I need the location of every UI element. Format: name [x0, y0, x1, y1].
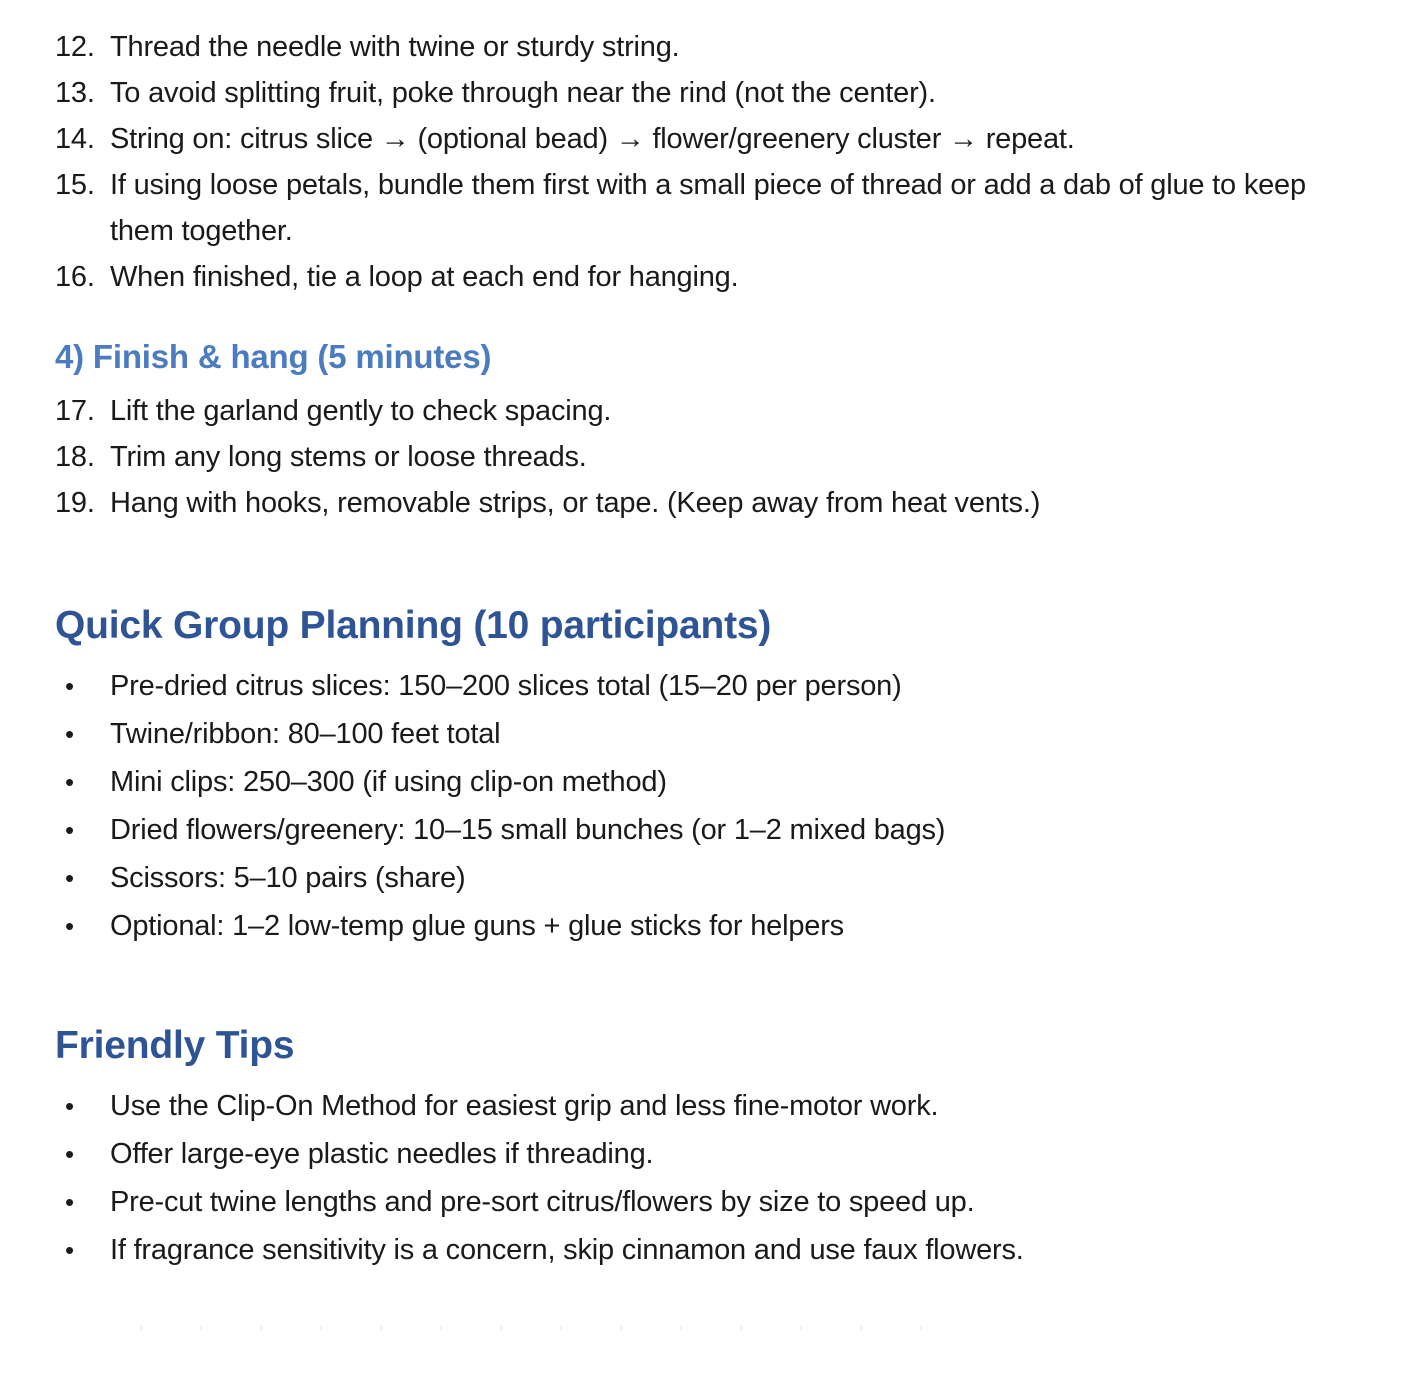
list-item-text: When finished, tie a loop at each end for hanging.	[110, 261, 739, 293]
cutoff-next-line-artifact	[140, 1326, 940, 1330]
list-item	[55, 806, 1362, 854]
section-heading-friendly-tips: Friendly Tips	[55, 1024, 295, 1067]
list-item-text: Dried flowers/greenery: 10–15 small bunches (or 1–2 mixed bags)	[110, 814, 946, 846]
list-item-text: Pre-dried citrus slices: 150–200 slices total (15–20 per person)	[110, 670, 902, 702]
bullet-list-planning	[55, 662, 1362, 950]
list-item	[55, 162, 1362, 254]
list-item	[55, 1226, 1362, 1274]
list-item	[55, 434, 1362, 480]
list-item-text: Pre-cut twine lengths and pre-sort citrus/flowers by size to speed up.	[110, 1186, 975, 1218]
list-number: 12.	[55, 31, 95, 63]
bullet-icon: •	[65, 863, 74, 893]
list-item	[55, 1082, 1362, 1130]
list-item	[55, 24, 1362, 70]
bullet-icon: •	[65, 671, 74, 701]
list-item-text: Hang with hooks, removable strips, or tape. (Keep away from heat vents.)	[110, 487, 1041, 519]
bullet-icon: •	[65, 767, 74, 797]
list-item-text: Mini clips: 250–300 (if using clip-on method)	[110, 766, 667, 798]
list-item-text: Lift the garland gently to check spacing.	[110, 395, 612, 427]
list-item	[55, 1178, 1362, 1226]
list-number: 19.	[55, 487, 95, 519]
list-item-text: If using loose petals, bundle them first with a small piece of thread or add a dab of glue to keep them together.	[110, 169, 1306, 247]
list-item-text: String on: citrus slice → (optional bead) → flower/greenery cluster → repeat.	[110, 123, 1075, 155]
list-item	[55, 902, 1362, 950]
list-item	[55, 758, 1362, 806]
list-item-text: Trim any long stems or loose threads.	[110, 441, 587, 473]
list-item-text: Scissors: 5–10 pairs (share)	[110, 862, 466, 894]
list-item	[55, 70, 1362, 116]
bullet-icon: •	[65, 1139, 74, 1169]
list-item	[55, 480, 1362, 526]
list-item	[55, 388, 1362, 434]
list-number: 13.	[55, 77, 95, 109]
list-item	[55, 116, 1362, 162]
list-item-text: Use the Clip-On Method for easiest grip and less fine-motor work.	[110, 1090, 939, 1122]
list-number: 18.	[55, 441, 95, 473]
list-item-text: If fragrance sensitivity is a concern, skip cinnamon and use faux flowers.	[110, 1234, 1024, 1266]
list-item-text: Offer large-eye plastic needles if threading.	[110, 1138, 654, 1170]
list-number: 14.	[55, 123, 95, 155]
bullet-icon: •	[65, 719, 74, 749]
bullet-list-tips	[55, 1082, 1362, 1274]
list-item-text: Optional: 1–2 low-temp glue guns + glue sticks for helpers	[110, 910, 844, 942]
bullet-icon: •	[65, 911, 74, 941]
bullet-icon: •	[65, 815, 74, 845]
list-item	[55, 710, 1362, 758]
list-item-text: Thread the needle with twine or sturdy string.	[110, 31, 680, 63]
list-item	[55, 662, 1362, 710]
list-item	[55, 254, 1362, 300]
list-item	[55, 1130, 1362, 1178]
list-item-text: Twine/ribbon: 80–100 feet total	[110, 718, 501, 750]
bullet-icon: •	[65, 1091, 74, 1121]
numbered-list-threading	[55, 24, 1362, 300]
numbered-list-finish	[55, 388, 1362, 526]
section-heading-quick-group-planning: Quick Group Planning (10 participants)	[55, 604, 772, 647]
list-item-text: To avoid splitting fruit, poke through near the rind (not the center).	[110, 77, 936, 109]
list-item	[55, 854, 1362, 902]
bullet-icon: •	[65, 1187, 74, 1217]
list-number: 16.	[55, 261, 95, 293]
bullet-icon: •	[65, 1235, 74, 1265]
list-number: 17.	[55, 395, 95, 427]
list-number: 15.	[55, 169, 95, 201]
section-heading-finish-hang: 4) Finish & hang (5 minutes)	[55, 338, 492, 375]
